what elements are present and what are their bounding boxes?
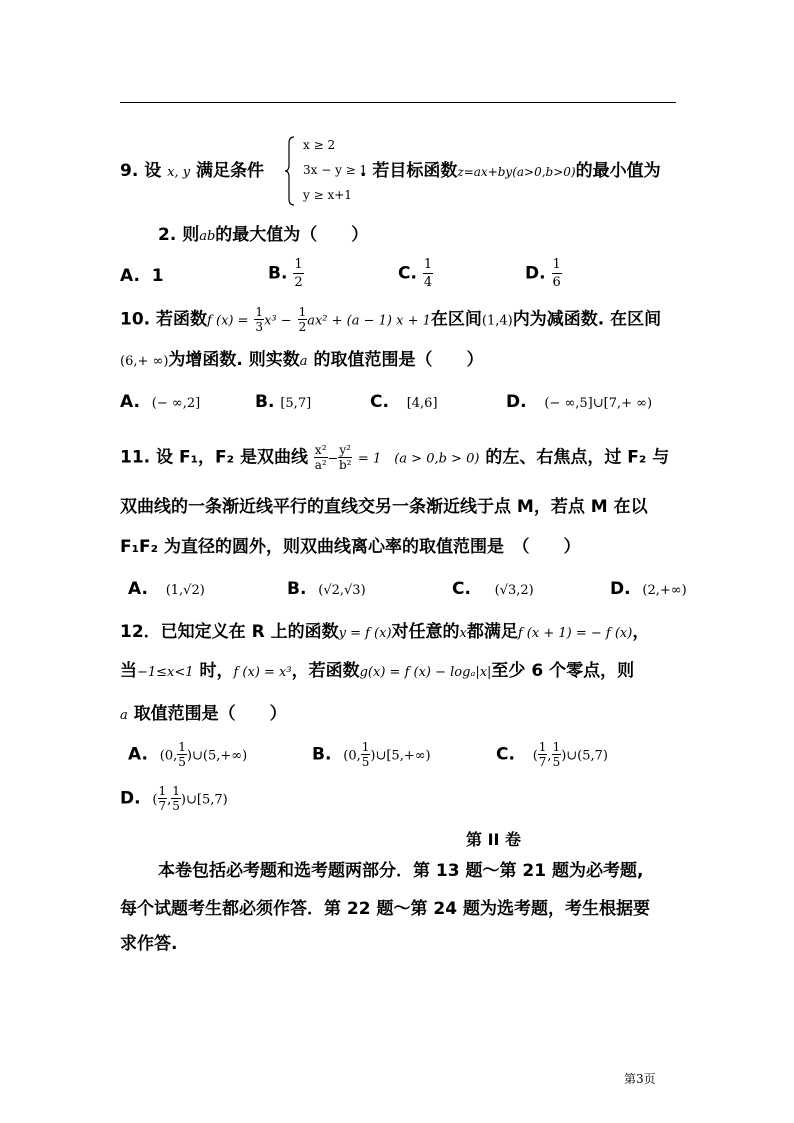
- part2-para-line1: 本卷包括必考题和选考题两部分．第 13 题～第 21 题为必考题,: [158, 861, 644, 881]
- q9-line1-tail: . 若目标函数z=ax+by(a>0,b>0)的最小值为: [360, 161, 661, 181]
- q9-sys-row-1: x ≥ 2: [303, 138, 336, 152]
- q11-option-c: C. (√3,2): [452, 579, 534, 599]
- page-number: 第3页: [624, 1072, 656, 1086]
- q10-option-b: B. [5,7]: [255, 392, 312, 412]
- q10-line2: (6,+ ∞)为增函数. 则实数a 的取值范围是（ ）: [120, 350, 484, 370]
- q9-option-b: B. $\frac{1}{2}$: [268, 257, 303, 290]
- q12-option-d: D. ( $\frac{1}{7}$ , $\frac{1}{5}$ )∪[5,7): [120, 784, 228, 813]
- q10-option-c: C. [4,6]: [370, 392, 438, 412]
- q10-option-d: D. (− ∞,5]∪[7,+ ∞): [506, 392, 653, 412]
- q12-option-c: C. ( $\frac{1}{7}$ , $\frac{1}{5}$ )∪(5,7): [496, 740, 608, 769]
- q10-option-a: A. (− ∞,2]: [120, 392, 201, 412]
- q11-line2: 双曲线的一条渐近线平行的直线交另一条渐近线于点 M，若点 M 在以: [120, 497, 648, 517]
- left-brace-icon: [283, 135, 297, 207]
- q12-option-b: B. (0, $\frac{1}{5}$ )∪[5,+∞): [312, 740, 431, 769]
- header-rule: [120, 102, 676, 103]
- q9-sys-row-3: y ≥ x+1: [303, 188, 352, 202]
- q9-sys-row-2: 3x − y ≥ 1: [303, 163, 368, 177]
- q9-option-d: D. $\frac{1}{6}$: [525, 257, 561, 290]
- q9-line1: 9. 设 x, y 满足条件: [120, 161, 265, 181]
- q9-option-c: C. $\frac{1}{4}$: [398, 257, 433, 290]
- q12-line3: a 取值范围是（ ）: [120, 704, 287, 724]
- q11-option-b: B. (√2,√3): [287, 579, 366, 599]
- q11-option-d: D. (2,+∞): [610, 579, 687, 599]
- q12-line1: 12．已知定义在 R 上的函数y = f (x)对任意的x都满足f (x + 1) = − f (x)，: [120, 622, 650, 642]
- q10-line1: 10. 若函数f (x) = $\frac{1}{3}$ x³ − $\frac{1}{2}$ ax² + (a − 1) x + 1在区间(1,4)内为减函数. 在区间: [120, 305, 662, 334]
- q11-option-a: A. (1,√2): [128, 579, 205, 599]
- part2-para-line2: 每个试题考生都必须作答．第 22 题～第 24 题为选考题，考生根据要: [120, 899, 650, 919]
- q11-line3: F₁F₂ 为直径的圆外，则双曲线离心率的取值范围是 （ ）: [120, 537, 581, 557]
- part2-para-line3: 求作答.: [120, 934, 178, 954]
- part2-title: 第 II 卷: [466, 830, 522, 849]
- q12-option-a: A. (0, $\frac{1}{5}$ )∪(5,+∞): [128, 740, 248, 769]
- q9-option-a: A. 1: [120, 266, 164, 286]
- q9-line2: 2. 则ab的最大值为（ ）: [158, 225, 369, 245]
- q11-line1: 11. 设 F₁，F₂ 是双曲线 $\frac{\text{x²}}{\text{a²}}$ − $\frac{\text{y²}}{\text{b²}}$ = 1 (a > 0,b > 0) 的左、右焦点，过 F₂ 与: [120, 443, 670, 472]
- q12-line2: 当−1≤x<1 时，f (x) = x³，若函数g(x) = f (x) − logₐ|x|至少 6 个零点，则: [120, 661, 635, 681]
